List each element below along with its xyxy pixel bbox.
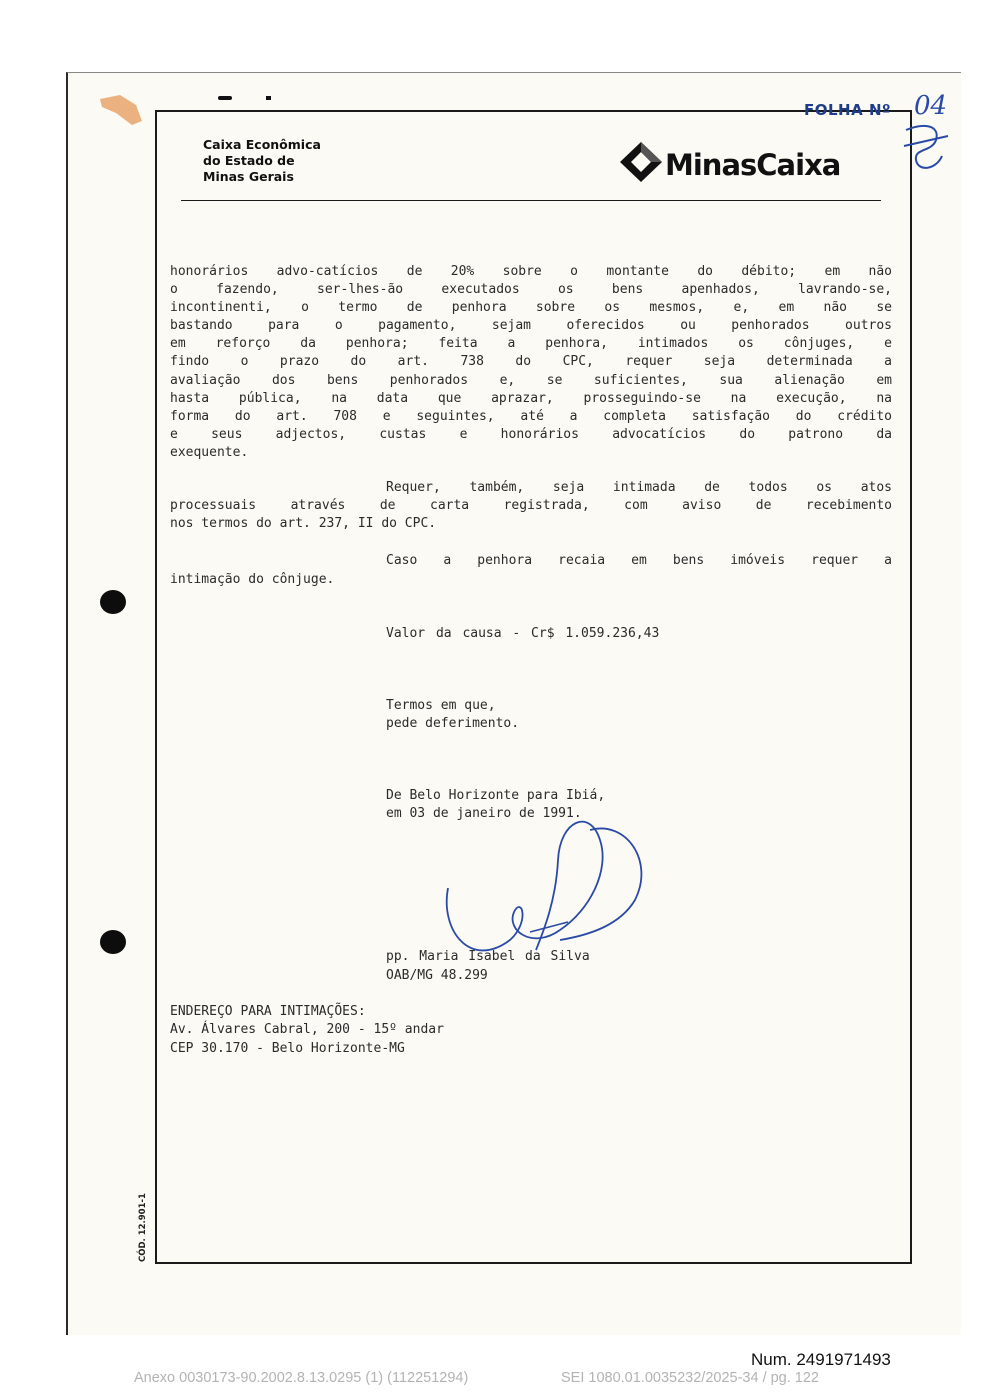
body-line: forma do art. 708 e seguintes, até a completa satisfação do crédito [170, 408, 892, 424]
bank-name [203, 137, 383, 185]
body-line: Requer, também, seja intimada de todos os atos [386, 480, 892, 495]
body-line: findo o prazo do art. 738 do CPC, requer seja determinada a [170, 354, 892, 370]
body-line: nos termos do art. 237, II do CPC. [170, 516, 437, 532]
address-line: CEP 30.170 - Belo Horizonte-MG [170, 1041, 405, 1056]
handwritten-signature [440, 800, 660, 990]
body-paragraph-3 [170, 571, 892, 589]
valor-causa: Valor da causa - Cr$ 1.059.236,43 [386, 626, 660, 641]
punch-hole [100, 930, 126, 954]
document-number: Num. 2491971493 [751, 1350, 891, 1369]
logo-wordmark: MinasCaixa [665, 148, 841, 182]
body-line: e seus adjectos, custas e honorários advocatícios do patrono da [170, 426, 892, 442]
place-line: De Belo Horizonte para Ibiá, [386, 788, 606, 803]
folha-number: 04 [914, 91, 948, 121]
punch-hole [100, 590, 126, 614]
minascaixa-logo-icon [618, 140, 664, 184]
paper-mark [266, 96, 271, 100]
body-line: Caso a penhora recaia em bens imóveis requer a [386, 553, 892, 568]
handwritten-page-number [896, 82, 958, 182]
bank-name-line: Minas Gerais [203, 169, 294, 184]
closing-line: pede deferimento. [386, 716, 520, 731]
form-code: CÓD. 12.901-1 [138, 1193, 148, 1262]
header-divider [181, 200, 881, 201]
body-paragraph-2 [170, 497, 892, 533]
date-line: em 03 de janeiro de 1991. [386, 806, 582, 821]
bank-name-line: do Estado de [203, 153, 295, 168]
body-paragraph-1 [170, 263, 892, 462]
body-paragraph-2-first [386, 479, 892, 497]
closing-line: Termos em que, [386, 698, 496, 713]
body-line: incontinenti, o termo de penhora sobre os mesmos, e, em não se [170, 300, 892, 316]
signer-name: pp. Maria Isabel da Silva [386, 949, 590, 964]
signer-oab: OAB/MG 48.299 [386, 968, 488, 983]
body-line: o fazendo, ser-lhes-ão executados os bens apenhados, lavrando-se, [170, 282, 892, 298]
body-line: exequente. [170, 444, 249, 460]
body-line: hasta pública, na data que aprazar, prosseguindo-se na execução, na [170, 390, 892, 406]
body-line: intimação do cônjuge. [170, 572, 335, 587]
address-line: Av. Álvares Cabral, 200 - 15º andar [170, 1022, 444, 1037]
paper-mark [218, 96, 232, 100]
tape-scrap [98, 93, 144, 127]
annex-reference: Anexo 0030173-90.2002.8.13.0295 (1) (112251294) [134, 1370, 469, 1386]
sei-reference: SEI 1080.01.0035232/2025-34 / pg. 122 [561, 1370, 819, 1386]
bank-name-line: Caixa Econômica [203, 137, 321, 152]
body-line: bastando para o pagamento, sejam oferecidos ou penhorados outros [170, 318, 892, 334]
body-line: honorários advo-catícios de 20% sobre o montante do débito; em não [170, 264, 892, 279]
body-paragraph-3-first [386, 552, 892, 570]
body-line: avaliação dos bens penhorados e, se suficientes, sua alienação em [170, 372, 892, 388]
folha-stamp: FOLHA Nº [804, 101, 891, 119]
body-line: processuais através de carta registrada, com aviso de recebimento [170, 498, 892, 513]
body-line: em reforço da penhora; feita a penhora, intimados os cônjuges, e [170, 336, 892, 352]
address-heading: ENDEREÇO PARA INTIMAÇÕES: [170, 1004, 366, 1019]
